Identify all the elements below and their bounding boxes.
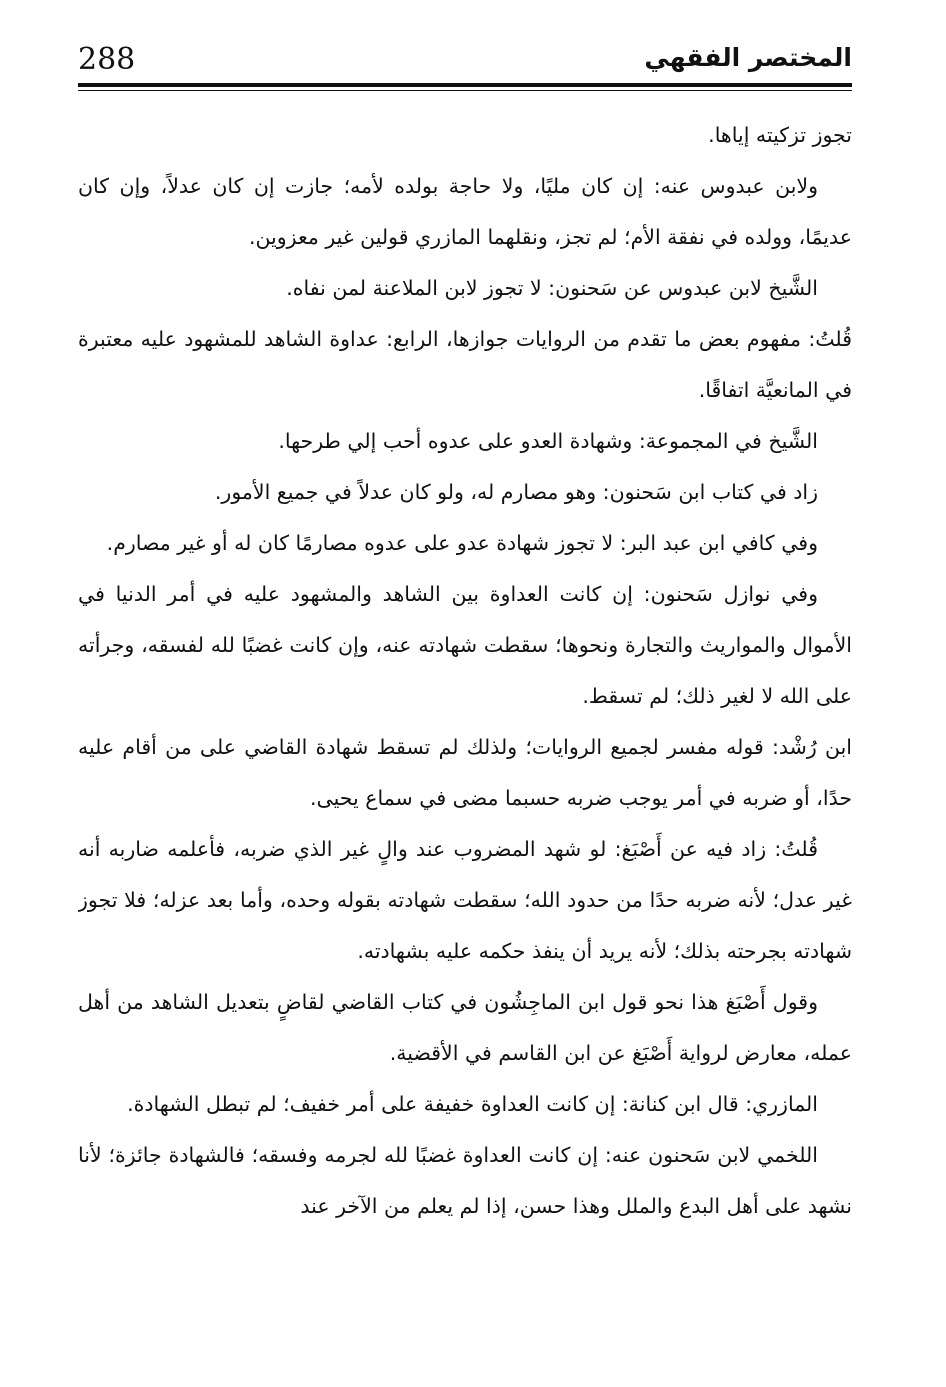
body-text bbox=[78, 110, 852, 1350]
body-paragraph: تجوز تزكيته إياها. bbox=[708, 123, 852, 147]
body-paragraph: وفي نوازل سَحنون: إن كانت العداوة بين الشاهد والمشهود عليه في أمر الدنيا في الأموال والمواريث والتجارة ونحوها؛ سقطت شهادته عنه، وإن كانت غضبًا لله لفسقه، وجرأته على الله لا لغير ذلك؛ لم تسقط. bbox=[78, 582, 852, 708]
body-paragraph: اللخمي لابن سَحنون عنه: إن كانت العداوة غضبًا لله لجرمه وفسقه؛ فالشهادة جائزة؛ لأنا نشهد على أهل البدع والملل وهذا حسن، إذا لم يعلم من الآخر عند bbox=[78, 1143, 852, 1218]
body-paragraph: المازري: قال ابن كنانة: إن كانت العداوة خفيفة على أمر خفيف؛ لم تبطل الشهادة. bbox=[127, 1092, 818, 1116]
body-paragraph: قُلتُ: زاد فيه عن أَصْبَغ: لو شهد المضروب عند والٍ غير الذي ضربه، فأعلمه ضاربه أنه غير عدل؛ لأنه ضربه حدًا من حدود الله؛ سقطت شهادته بقوله وحده، وأما بعد عزله؛ فلا تجوز شهادته بجرحته بذلك؛ لأنه يريد أن ينفذ حكمه عليه بشهادته. bbox=[78, 837, 852, 963]
body-paragraph: زاد في كتاب ابن سَحنون: وهو مصارم له، ولو كان عدلاً في جميع الأمور. bbox=[214, 480, 818, 504]
body-paragraph: الشَّيخ في المجموعة: وشهادة العدو على عدوه أحب إلي طرحها. bbox=[278, 429, 818, 453]
header-rule-thin bbox=[78, 90, 852, 91]
body-paragraph: قُلتُ: مفهوم بعض ما تقدم من الروايات جوازها، الرابع: عداوة الشاهد للمشهود عليه معتبرة في المانعيَّة اتفاقًا. bbox=[78, 327, 852, 402]
body-paragraph: ابن رُشْد: قوله مفسر لجميع الروايات؛ ولذلك لم تسقط شهادة القاضي على من أقام عليه حدًا، أو ضربه في أمر يوجب ضربه حسبما مضى في سماع يحيى. bbox=[78, 735, 852, 810]
body-paragraph: وفي كافي ابن عبد البر: لا تجوز شهادة عدو على عدوه مصارمًا كان له أو غير مصارم. bbox=[106, 531, 818, 555]
body-paragraph: الشَّيخ لابن عبدوس عن سَحنون: لا تجوز لابن الملاعنة لمن نفاه. bbox=[286, 276, 818, 300]
body-paragraph: وقول أَصْبَغ هذا نحو قول ابن الماجِشُون في كتاب القاضي لقاضٍ بتعديل الشاهد من أهل عمله، معارض لرواية أَصْبَغ عن ابن القاسم في الأقضية. bbox=[78, 990, 852, 1065]
page-number: 288 bbox=[78, 42, 136, 77]
page-header bbox=[78, 36, 852, 86]
header-rule-thick bbox=[78, 83, 852, 87]
body-paragraph: ولابن عبدوس عنه: إن كان مليًا، ولا حاجة بولده لأمه؛ جازت إن كان عدلاً، وإن كان عديمًا، وولده في نفقة الأم؛ لم تجز، ونقلهما المازري قولين غير معزوين. bbox=[78, 174, 852, 249]
running-title: المختصر الفقهي bbox=[644, 43, 852, 72]
